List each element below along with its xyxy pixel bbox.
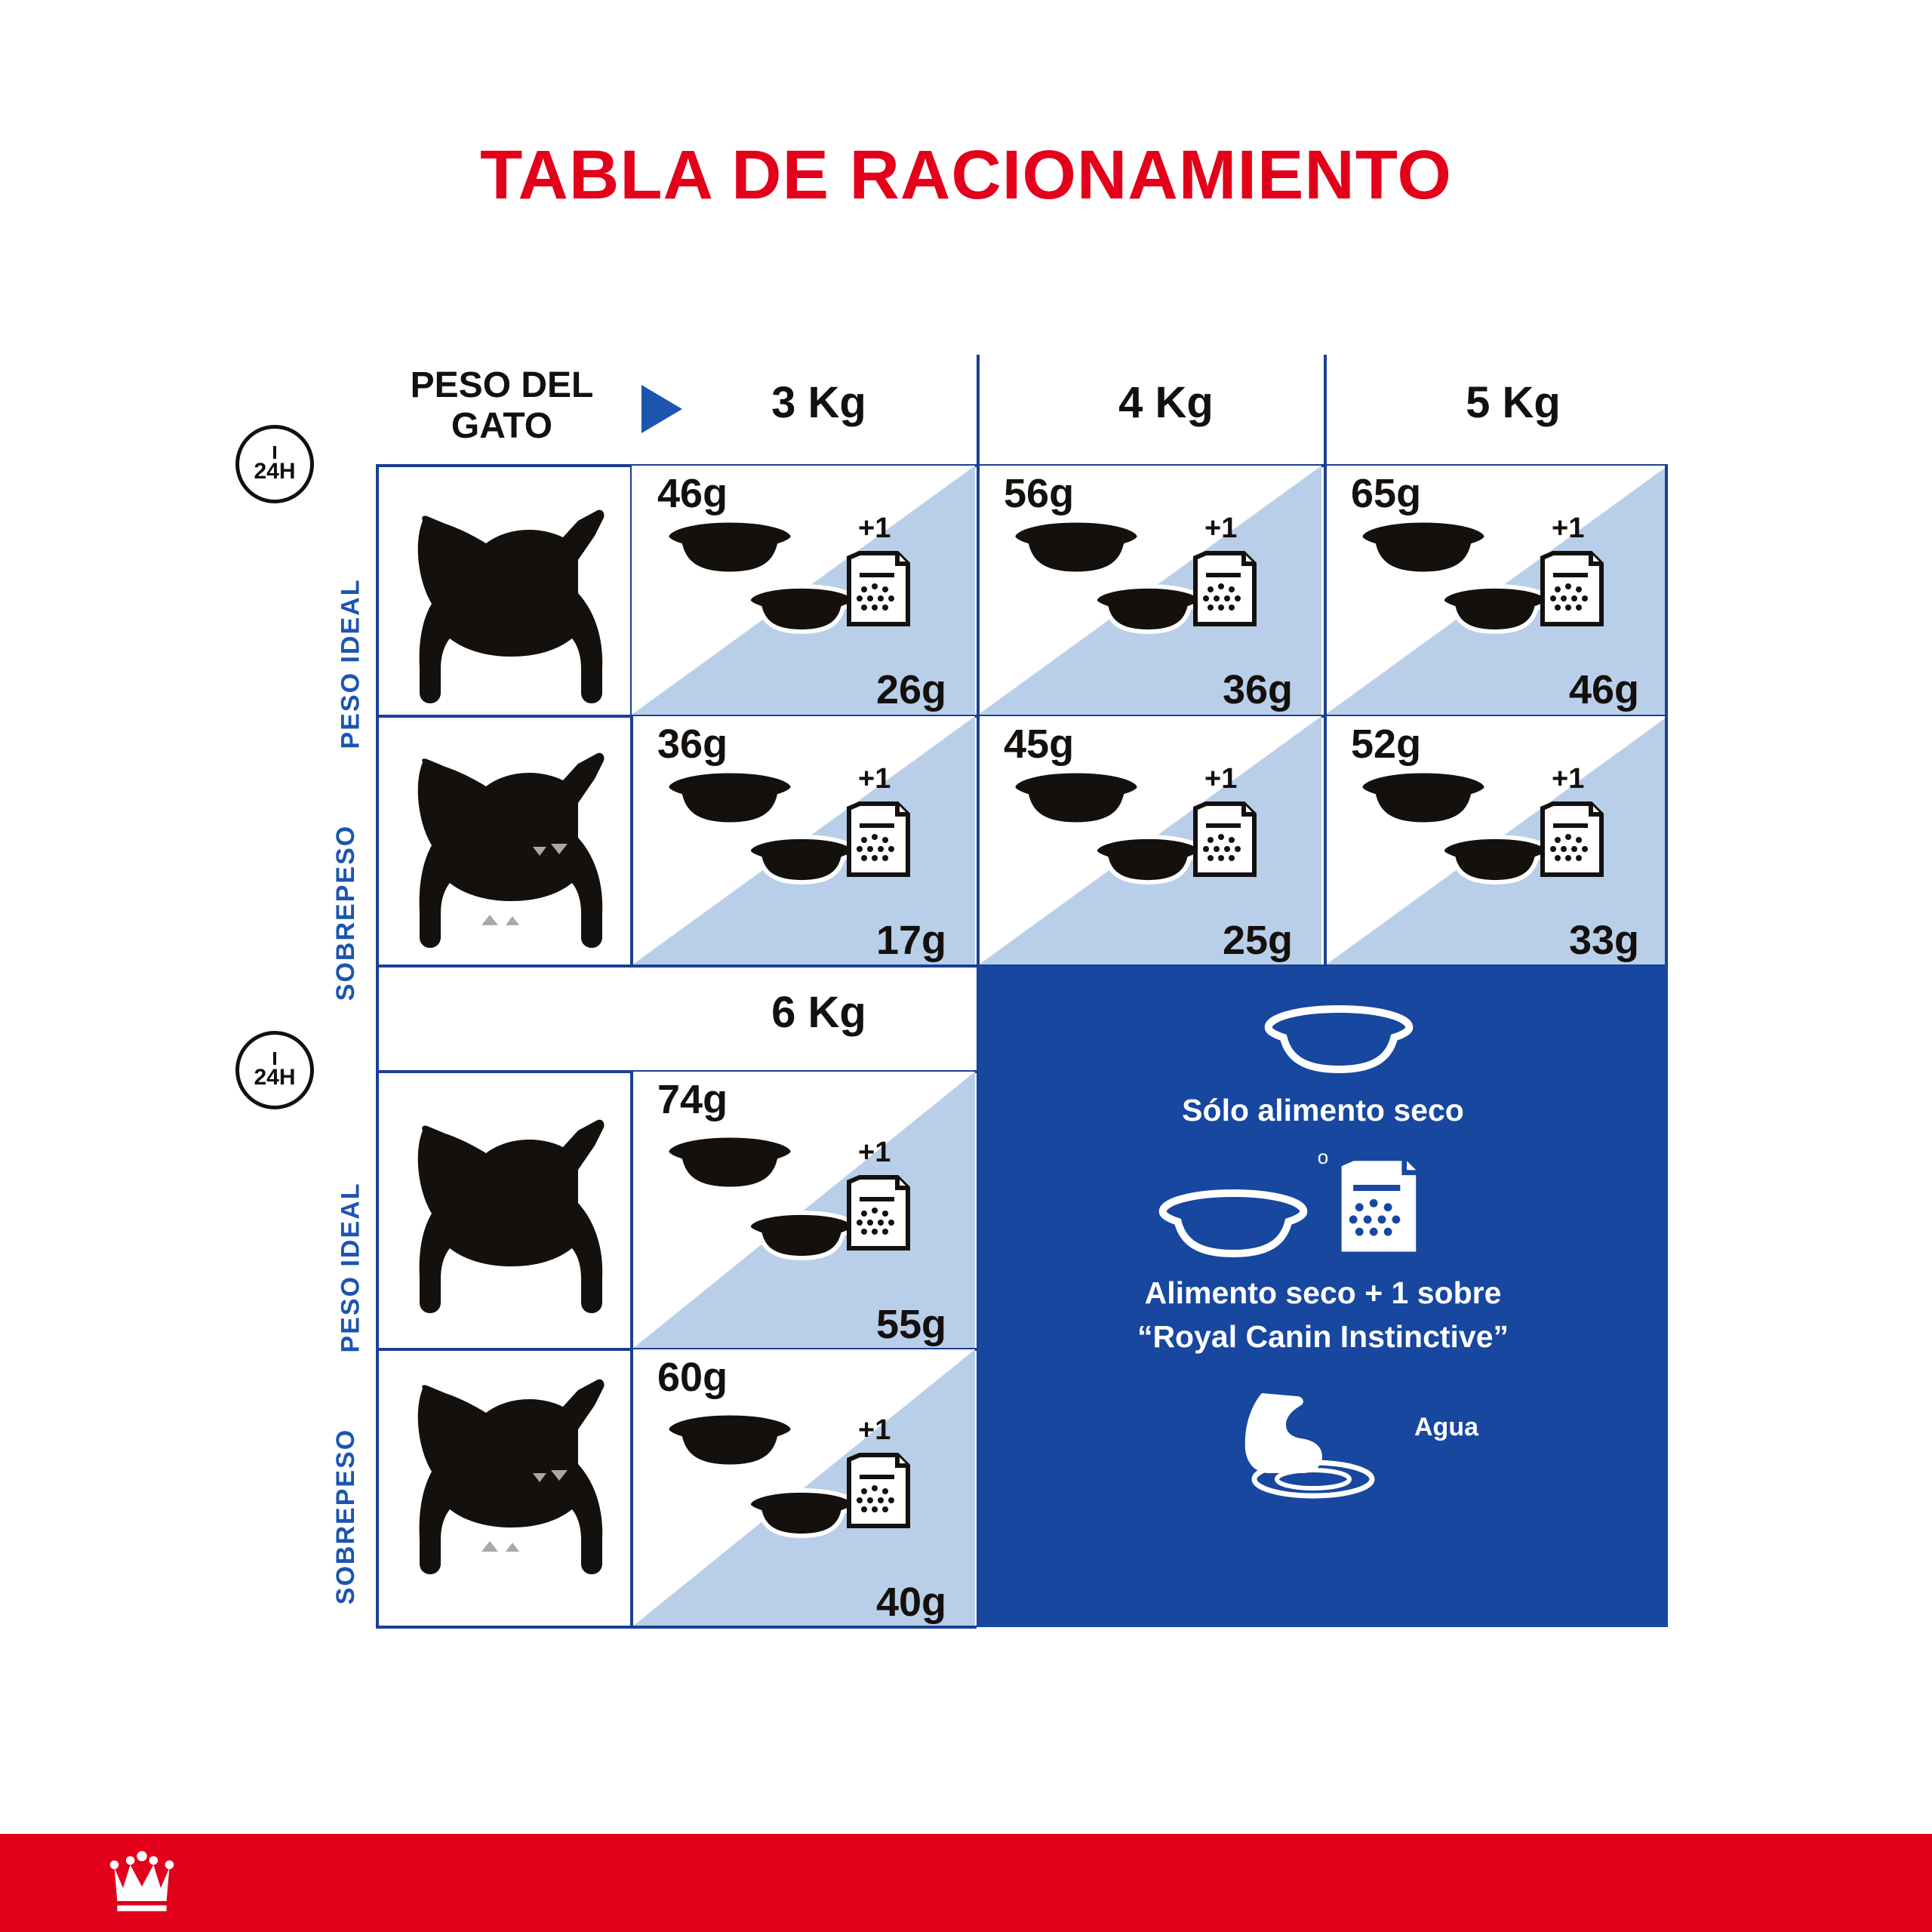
cell-mix-value: 36g	[1222, 667, 1293, 712]
row-label-ideal-top: PESO IDEAL	[336, 578, 365, 749]
cell-mix-value: 33g	[1568, 918, 1639, 963]
bowl-mix-icon	[745, 833, 858, 886]
cell-dry-value: 74g	[657, 1077, 728, 1122]
cell-overweight-6kg	[632, 1349, 975, 1627]
bowl-mix-icon	[1438, 833, 1552, 886]
cell-dry-value: 52g	[1351, 721, 1422, 767]
plus-one-label: +1	[858, 763, 891, 795]
row-label-overweight-bottom: SOBREPESO	[331, 1428, 361, 1605]
triangle-pointer-icon	[641, 385, 682, 433]
badge-24h-label: 24H	[254, 1064, 296, 1090]
column-header-4kg: 4 Kg	[1118, 378, 1214, 427]
legend-mix-line2: “Royal Canin Instinctive”	[1137, 1319, 1509, 1354]
bowl-mix-icon	[745, 583, 858, 635]
water-bowl-icon	[1212, 1386, 1408, 1506]
bowl-dry-icon	[662, 768, 798, 828]
cell-mix-value: 55g	[875, 1302, 946, 1347]
bowl-dry-icon	[1355, 517, 1491, 577]
cell-mix-value: 17g	[875, 918, 946, 963]
rationing-table	[254, 355, 1668, 1668]
page-title: TABLA DE RACIONAMIENTO	[480, 137, 1452, 214]
cell-overweight-4kg	[978, 716, 1321, 965]
pouch-icon	[1538, 547, 1611, 629]
legend-or-label: o	[1317, 1146, 1329, 1168]
pouch-icon	[844, 798, 917, 879]
cell-dry-value: 46g	[657, 471, 728, 516]
row-label-overweight-top: SOBREPESO	[331, 824, 361, 1001]
header-separator-2	[1324, 355, 1327, 466]
bowl-mix-icon	[1438, 583, 1552, 635]
cell-mix-value: 26g	[875, 667, 946, 712]
plus-one-label: +1	[858, 1414, 891, 1446]
cat-ideal-icon-bottom	[392, 1100, 619, 1319]
bowl-mix-icon	[745, 1209, 858, 1262]
left-frame-row2	[376, 715, 379, 966]
plus-one-label: +1	[1204, 763, 1238, 795]
bowl-mix-icon	[1091, 583, 1204, 635]
cat-overweight-icon-top	[392, 732, 619, 958]
header-separator-1	[977, 355, 980, 466]
legend-water-label: Agua	[1414, 1413, 1478, 1441]
cell-dry-value: 45g	[1004, 721, 1075, 767]
pouch-icon	[844, 547, 917, 629]
legend-bowl-mix-icon	[1158, 1189, 1309, 1257]
bowl-dry-icon	[1008, 768, 1144, 828]
cell-dry-value: 56g	[1004, 471, 1075, 516]
bowl-dry-icon	[1355, 768, 1491, 828]
badge-tick-icon	[273, 446, 276, 459]
plus-one-label: +1	[858, 512, 891, 544]
badge-24h-label: 24H	[254, 458, 296, 484]
cell-dry-value: 36g	[657, 721, 728, 767]
pouch-icon	[1191, 798, 1263, 879]
weight-header-label	[377, 365, 626, 447]
table-header-top	[279, 355, 1668, 466]
cell-ideal-5kg	[1325, 466, 1668, 715]
legend-mix-line1: Alimento seco + 1 sobre	[1144, 1275, 1502, 1310]
cell-overweight-5kg	[1325, 716, 1668, 965]
badge-24h-top	[235, 425, 314, 503]
bowl-mix-icon	[745, 1487, 858, 1540]
bowl-dry-icon	[662, 517, 798, 577]
legend-dry-only-label: Sólo alimento seco	[1182, 1093, 1464, 1128]
bowl-dry-icon	[662, 1132, 798, 1192]
cat-ideal-icon-top	[392, 491, 619, 709]
pouch-icon	[844, 1449, 917, 1531]
cell-ideal-4kg	[978, 466, 1321, 715]
pouch-icon	[844, 1171, 917, 1253]
bottom-frame-line	[376, 1626, 977, 1629]
plus-one-label: +1	[1204, 512, 1238, 544]
royal-canin-crown-icon	[106, 1846, 178, 1918]
legend-panel	[978, 966, 1668, 1627]
cat-overweight-icon-bottom	[392, 1358, 619, 1585]
cell-ideal-3kg	[632, 466, 975, 715]
column-header-5kg: 5 Kg	[1466, 378, 1561, 427]
bottom-brand-bar	[0, 1834, 1932, 1932]
plus-one-label: +1	[858, 1137, 891, 1168]
badge-24h-bottom	[235, 1031, 314, 1109]
plus-one-label: +1	[1552, 763, 1585, 795]
bowl-dry-icon	[662, 1410, 798, 1470]
cell-mix-value: 25g	[1222, 918, 1293, 963]
legend-pouch-icon	[1333, 1150, 1431, 1260]
legend-bowl-dry-icon	[1263, 1005, 1414, 1073]
bowl-dry-icon	[1008, 517, 1144, 577]
col-divider-4-5	[1324, 466, 1327, 966]
cat-column-divider-bottom	[630, 1070, 633, 1627]
cell-ideal-6kg	[632, 1072, 975, 1349]
cat-column-divider-row2	[630, 715, 633, 966]
plus-one-label: +1	[1552, 512, 1585, 544]
bowl-mix-icon	[1091, 833, 1204, 886]
cell-dry-value: 65g	[1351, 471, 1422, 516]
pouch-icon	[1538, 798, 1611, 879]
column-header-6kg: 6 Kg	[771, 988, 866, 1037]
column-header-3kg: 3 Kg	[771, 378, 866, 427]
left-frame-bottom	[376, 964, 379, 1627]
cell-mix-value: 40g	[875, 1580, 946, 1625]
row-label-ideal-bottom: PESO IDEAL	[336, 1182, 365, 1353]
cell-overweight-3kg	[632, 716, 975, 965]
pouch-icon	[1191, 547, 1263, 629]
badge-tick-icon	[273, 1052, 276, 1065]
cell-dry-value: 60g	[657, 1355, 728, 1400]
weight-header-line1: PESO DEL	[410, 365, 594, 405]
right-frame-top	[1665, 466, 1668, 966]
weight-header-line2: GATO	[451, 405, 553, 446]
cell-mix-value: 46g	[1568, 667, 1639, 712]
col-divider-3-4	[977, 466, 980, 966]
